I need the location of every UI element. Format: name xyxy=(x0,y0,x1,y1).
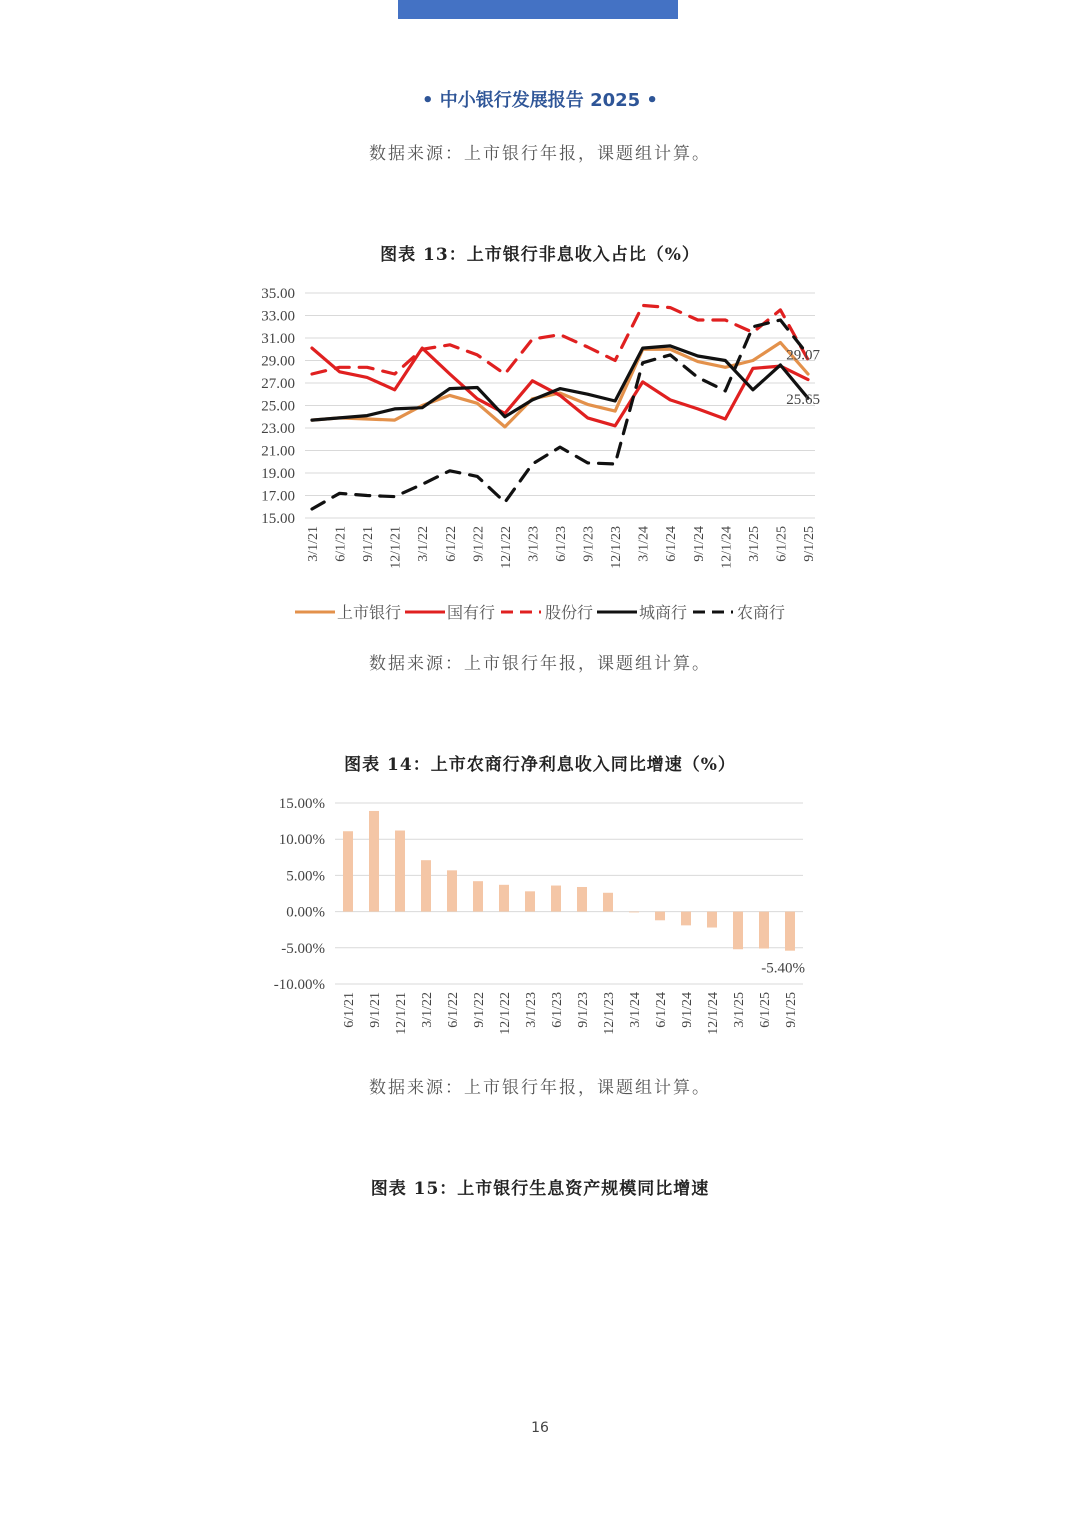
x-tick-label: 3/1/24 xyxy=(636,526,652,562)
y-tick-label: 17.00 xyxy=(261,488,295,505)
y-tick-label: 35.00 xyxy=(261,286,295,302)
legend-label: 股份行 xyxy=(544,603,593,622)
report-header-title: • 中小银行发展报告 2025 • xyxy=(422,90,658,111)
y-tick-label: 10.00% xyxy=(278,832,325,849)
bar xyxy=(577,887,587,912)
figure-13-title: 图表 13：上市银行非息收入占比（%） xyxy=(380,245,700,265)
x-tick-label: 6/1/24 xyxy=(664,526,680,562)
y-tick-label: 31.00 xyxy=(261,331,295,347)
legend-swatch-solid-orange xyxy=(295,607,335,617)
series-line xyxy=(312,320,808,509)
bar xyxy=(343,831,353,911)
x-tick-label: 6/1/23 xyxy=(550,992,565,1028)
y-tick-label: 29.00 xyxy=(261,353,295,370)
x-tick-label: 9/1/22 xyxy=(471,526,487,562)
x-tick-label: 3/1/22 xyxy=(416,526,432,562)
bar xyxy=(421,860,431,911)
y-tick-label: 25.00 xyxy=(261,398,295,415)
bar xyxy=(395,831,405,912)
x-tick-label: 12/1/22 xyxy=(498,526,514,569)
y-tick-label: 27.00 xyxy=(261,376,295,392)
legend-item-state-owned xyxy=(405,600,495,623)
x-tick-label: 3/1/24 xyxy=(628,992,643,1028)
legend-swatch-solid-red xyxy=(405,607,445,617)
x-tick-label: 9/1/23 xyxy=(581,526,597,562)
figure-14-bar-chart xyxy=(0,790,1080,1050)
bar xyxy=(655,912,665,921)
x-tick-label: 3/1/25 xyxy=(746,526,762,562)
source-note-top: 数据来源：上市银行年报，课题组计算。 xyxy=(369,144,711,164)
y-tick-label: 21.00 xyxy=(261,443,295,460)
y-tick-label: 0.00% xyxy=(286,904,325,921)
x-tick-label: 6/1/21 xyxy=(342,992,357,1028)
x-tick-label: 9/1/24 xyxy=(680,992,695,1028)
x-tick-label: 9/1/21 xyxy=(361,526,377,562)
data-label: 29.07 xyxy=(786,347,820,364)
bar xyxy=(785,912,795,951)
figure-14-source-note: 数据来源：上市银行年报，课题组计算。 xyxy=(369,1078,711,1098)
bar xyxy=(629,912,639,913)
legend-swatch-dashed-red xyxy=(499,607,543,617)
x-tick-label: 3/1/23 xyxy=(526,526,542,562)
data-label: 25.65 xyxy=(786,392,820,409)
legend-swatch-solid-black xyxy=(597,607,637,617)
header-accent-bar xyxy=(398,0,678,19)
bar xyxy=(525,891,535,911)
x-tick-label: 12/1/21 xyxy=(388,526,404,569)
x-tick-label: 12/1/24 xyxy=(706,992,721,1035)
legend-item-rural-commercial xyxy=(691,600,785,623)
x-tick-label: 9/1/21 xyxy=(368,992,383,1028)
series-line xyxy=(312,348,808,426)
y-tick-label: 15.00 xyxy=(261,511,295,527)
page-number: 16 xyxy=(531,1420,549,1436)
legend-label: 上市银行 xyxy=(336,603,401,622)
legend-swatch-dashed-black xyxy=(691,607,735,617)
legend-label: 国有行 xyxy=(446,603,495,622)
x-tick-label: 12/1/22 xyxy=(498,992,513,1035)
x-tick-label: 6/1/24 xyxy=(654,992,669,1028)
x-tick-label: 6/1/23 xyxy=(554,526,569,562)
legend-label: 农商行 xyxy=(737,603,786,622)
bar xyxy=(707,912,717,928)
y-tick-label: 5.00% xyxy=(286,868,325,885)
bar xyxy=(759,912,769,949)
bar xyxy=(473,881,483,911)
x-tick-label: 9/1/25 xyxy=(802,526,817,562)
legend-item-city-commercial xyxy=(597,600,687,623)
bar xyxy=(447,870,457,911)
legend-item-joint-stock xyxy=(499,600,593,623)
bar xyxy=(499,885,509,912)
x-tick-label: 6/1/25 xyxy=(774,526,790,562)
y-tick-label: 15.00% xyxy=(278,796,325,812)
x-tick-label: 6/1/21 xyxy=(333,526,349,562)
x-tick-label: 12/1/24 xyxy=(719,526,735,569)
figure-13-source-note: 数据来源：上市银行年报，课题组计算。 xyxy=(369,654,711,674)
bar xyxy=(681,912,691,926)
x-tick-label: 12/1/23 xyxy=(609,526,625,569)
figure-13-line-chart xyxy=(0,280,1080,590)
x-tick-label: 3/1/21 xyxy=(306,526,321,562)
figure-13-legend xyxy=(0,600,1080,623)
x-tick-label: 12/1/23 xyxy=(602,992,617,1035)
figure-14-title: 图表 14：上市农商行净利息收入同比增速（%） xyxy=(344,755,736,775)
figure-15-title: 图表 15：上市银行生息资产规模同比增速 xyxy=(370,1179,710,1199)
legend-label: 城商行 xyxy=(639,603,688,622)
y-tick-label: -5.00% xyxy=(281,940,325,957)
x-tick-label: 9/1/24 xyxy=(691,526,707,562)
data-label: -5.40% xyxy=(761,960,805,977)
x-tick-label: 9/1/23 xyxy=(576,992,591,1028)
bar xyxy=(733,912,743,950)
bar xyxy=(603,893,613,912)
x-tick-label: 12/1/21 xyxy=(394,992,409,1035)
y-tick-label: 33.00 xyxy=(261,308,295,325)
x-tick-label: 3/1/22 xyxy=(420,992,435,1028)
x-tick-label: 3/1/25 xyxy=(732,992,747,1028)
x-tick-label: 6/1/22 xyxy=(443,526,459,562)
y-tick-label: -10.00% xyxy=(273,977,325,993)
y-tick-label: 23.00 xyxy=(261,421,295,437)
x-tick-label: 6/1/22 xyxy=(446,992,461,1028)
x-tick-label: 6/1/25 xyxy=(758,992,773,1028)
x-tick-label: 3/1/23 xyxy=(524,992,539,1028)
y-tick-label: 19.00 xyxy=(261,466,295,482)
x-tick-label: 9/1/22 xyxy=(472,992,487,1028)
bar xyxy=(551,886,561,912)
x-tick-label: 9/1/25 xyxy=(784,992,799,1028)
legend-item-listed-banks xyxy=(295,600,401,623)
bar xyxy=(369,811,379,912)
